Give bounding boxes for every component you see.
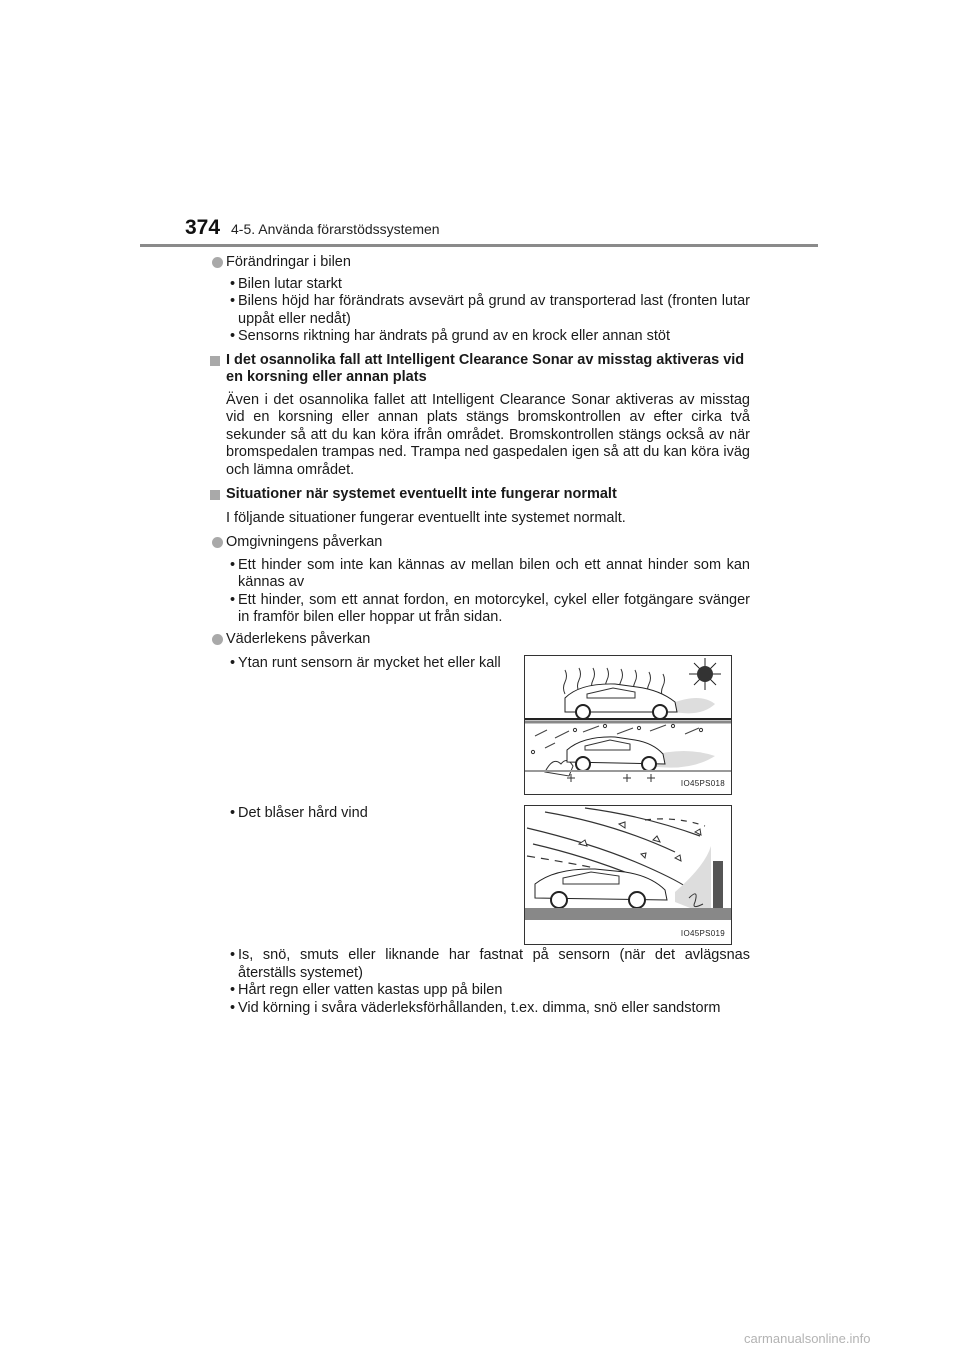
figure-strong-wind — [524, 805, 732, 945]
circle-bullet-icon — [212, 634, 223, 645]
figure-code: IO45PS018 — [680, 778, 725, 788]
section-title: Väderlekens påverkan — [226, 630, 371, 647]
list-item: • Ytan runt sensorn är mycket het eller kall — [230, 655, 501, 671]
list-item: • Hårt regn eller vatten kastas upp på bilen — [230, 982, 503, 998]
list-item: • Ett hinder som inte kan kännas av mellan bilen och ett annat hinder som kan kännas av — [230, 556, 750, 590]
square-bullet-icon — [210, 356, 220, 366]
figure-hot-cold-sensor — [524, 655, 732, 795]
page-content — [210, 254, 750, 1017]
paragraph-not-functioning: I följande situationer fungerar eventuellt inte systemet normalt. — [226, 509, 626, 526]
header-rule — [140, 244, 818, 247]
circle-bullet-icon — [212, 537, 223, 548]
list-item: • Vid körning i svåra väderleksförhållanden, t.ex. dimma, snö eller sandstorm — [230, 999, 721, 1016]
list-item: • Det blåser hård vind — [230, 805, 368, 821]
chapter-title: 4-5. Använda förarstödssystemen — [231, 221, 440, 237]
list-item: • Is, snö, smuts eller liknande har fastnat på sensorn (när det avlägsnas återställs systemet) — [230, 947, 750, 981]
list-item: • Bilens höjd har förändrats avsevärt på grund av transporterad last (fronten lutar uppåt eller nedåt) — [230, 293, 750, 327]
list-item: • Sensorns riktning har ändrats på grund av en krock eller annan stöt — [230, 328, 671, 344]
page-header — [185, 216, 818, 246]
section-environment — [210, 534, 750, 552]
section-vehicle-changes — [210, 254, 750, 272]
heading-not-functioning: Situationer när systemet eventuellt inte fungerar normalt — [210, 486, 750, 504]
wind-illustration — [525, 806, 731, 944]
list-item: • Ett hinder, som ett annat fordon, en motorcykel, cykel eller fotgängare svänger in framför bilen eller hoppar ut från sidan. — [230, 591, 750, 625]
section-title: Förändringar i bilen — [226, 254, 351, 270]
list-item: • Bilen lutar starkt — [230, 275, 342, 292]
paragraph-mistaken-activation: Även i det osannolika fallet att Intelligent Clearance Sonar aktiveras av misstag vid en korsning eller annan plats stängs bromskontrollen av efter cirka två sekunder så att du kan köra ifrån området. Bromskontrollen stängs också av när bromspedalen trampas ned. Trampa ned gaspedalen igen så att du kan köra iväg och lämna området. — [226, 391, 750, 478]
heading-mistaken-activation: I det osannolika fall att Intelligent Clearance Sonar av misstag aktiveras vid en korsning eller annan plats — [210, 352, 750, 387]
figure-code: IO45PS019 — [680, 928, 725, 938]
square-bullet-icon — [210, 490, 220, 500]
circle-bullet-icon — [212, 257, 223, 268]
weather-hot-cold-row — [210, 655, 750, 805]
section-title: Omgivningens påverkan — [226, 534, 383, 550]
watermark: carmanualsonline.info — [744, 1331, 871, 1346]
section-weather — [210, 631, 750, 649]
page-number: 374 — [185, 216, 221, 239]
hot-cold-illustration — [525, 656, 731, 794]
weather-wind-row — [210, 805, 750, 947]
